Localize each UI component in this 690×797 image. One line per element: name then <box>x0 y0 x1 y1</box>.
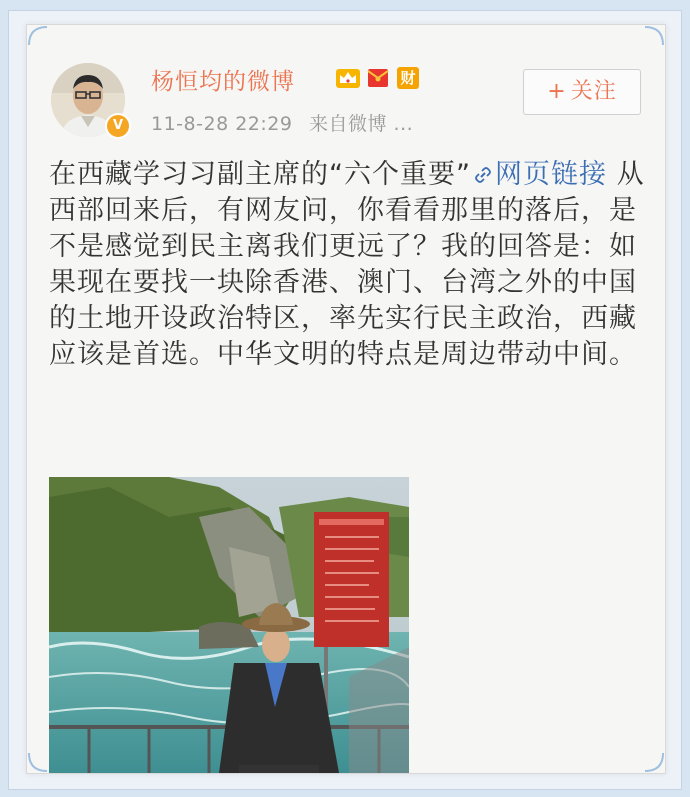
follow-button[interactable] <box>523 69 641 115</box>
post-body <box>49 157 649 373</box>
link-icon <box>473 165 493 185</box>
post-text-after-link: 从西部回来后，有网友问，你看看那里的落后，是不是感觉到民主离我们更远了？我的回答是：如果现在要找一块除香港、澳门、台湾之外的中国的土地开设政治特区，率先实行民主政治，西藏应该是首选。中华文明的特点是周边带动中间。 <box>49 159 645 370</box>
corner-ornament-icon <box>27 25 63 61</box>
wealth-icon[interactable] <box>395 65 421 91</box>
post-timestamp[interactable]: 11-8-28 22:29 <box>151 113 293 135</box>
post-text-before-link: 在西藏学习习副主席的“六个重要” <box>49 159 471 190</box>
plus-icon: + <box>547 79 567 104</box>
crown-icon[interactable] <box>335 65 361 91</box>
corner-ornament-icon <box>629 737 665 773</box>
post-meta <box>151 109 413 136</box>
landscape-photo-icon <box>49 477 409 773</box>
verified-badge-icon: V <box>105 113 131 139</box>
red-envelope-icon[interactable] <box>365 65 391 91</box>
post-source[interactable]: 来自微博 ... <box>309 113 414 135</box>
username[interactable]: 杨恒均的微博 <box>151 69 295 95</box>
web-link[interactable]: 网页链接 <box>494 159 607 190</box>
wealth-badge-text: 财 <box>397 67 419 89</box>
corner-ornament-icon <box>629 25 665 61</box>
follow-label: 关注 <box>570 79 617 104</box>
user-badges <box>335 65 421 91</box>
post-photo[interactable] <box>49 477 409 773</box>
weibo-post-card <box>26 24 666 774</box>
